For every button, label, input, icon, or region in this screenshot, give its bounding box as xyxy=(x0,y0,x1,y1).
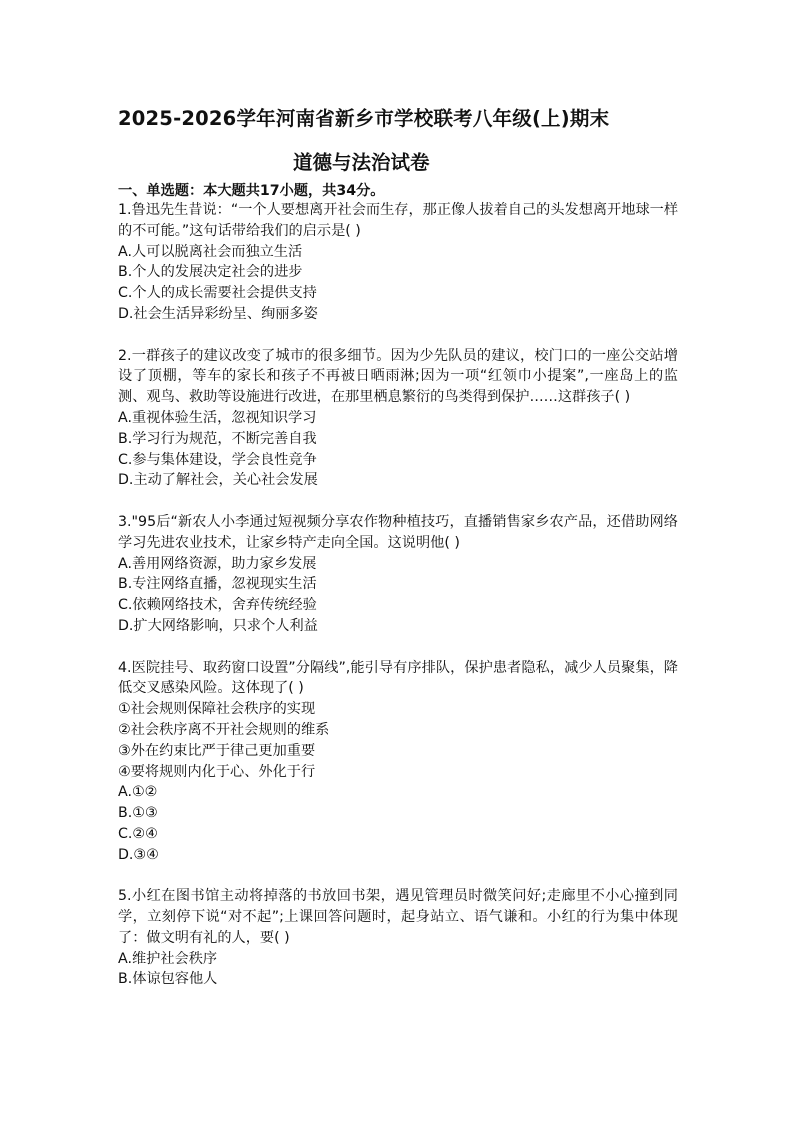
answer-option: B.专注网络直播，忽视现实生活 xyxy=(118,576,317,593)
answer-option: C.依赖网络技术，舍弃传统经验 xyxy=(118,597,317,614)
question-stem: 5.小红在图书馆主动将掉落的书放回书架，遇见管理员时微笑问好;走廊里不小心撞到同学，立刻停下说“对不起”;上课回答问题时，起身站立、语气谦和。小红的行为集中体现了：做文明有礼的人，要( ) xyxy=(118,888,678,946)
answer-option: A.维护社会秩序 xyxy=(118,950,218,967)
question-list xyxy=(118,200,678,1011)
answer-option: C.个人的成长需要社会提供支持 xyxy=(118,285,317,302)
answer-option: B.①③ xyxy=(118,805,158,822)
section-heading: 一、单选题：本大题共17小题，共34分。 xyxy=(118,183,385,199)
question-2 xyxy=(118,346,678,492)
statement-item: ①社会规则保障社会秩序的实现 xyxy=(118,701,316,718)
statement-item: ③外在约束比严于律己更加重要 xyxy=(118,742,316,759)
answer-option: D.扩大网络影响，只求个人利益 xyxy=(118,617,318,634)
statement-item: ②社会秩序离不开社会规则的维系 xyxy=(118,721,330,738)
answer-option: D.社会生活异彩纷呈、绚丽多姿 xyxy=(118,305,318,322)
question-stem: 3."95后“新农人小李通过短视频分享农作物种植技巧，直播销售家乡农产品，还借助网络学习先进农业技术，让家乡特产走向全国。这说明他( ) xyxy=(118,513,678,551)
answer-option: A.人可以脱离社会而独立生活 xyxy=(118,243,303,260)
question-1 xyxy=(118,200,678,325)
exam-subtitle: 道德与法治试卷 xyxy=(293,151,430,174)
question-stem: 4.医院挂号、取药窗口设置”分隔线”,能引导有序排队，保护患者隐私，减少人员聚集，降低交叉感染风险。这体现了( ) xyxy=(118,659,678,697)
answer-option: C.②④ xyxy=(118,825,158,842)
statement-item: ④要将规则内化于心、外化于行 xyxy=(118,763,316,780)
question-5 xyxy=(118,886,678,990)
answer-option: B.学习行为规范，不断完善自我 xyxy=(118,430,317,447)
exam-title: 2025-2026学年河南省新乡市学校联考八年级(上)期末 xyxy=(118,107,610,130)
answer-option: D.③④ xyxy=(118,846,159,863)
answer-option: C.参与集体建设，学会良性竞争 xyxy=(118,451,317,468)
question-stem: 2.一群孩子的建议改变了城市的很多细节。因为少先队员的建议，校门口的一座公交站增设了顶棚，等车的家长和孩子不再被日晒雨淋;因为一项“红领巾小提案”,一座岛上的监测、观鸟、救助等设施进行改进，在那里栖息繁衍的鸟类得到保护……这群孩子( ) xyxy=(118,347,678,406)
question-stem: 1.鲁迅先生昔说：“一个人要想离开社会而生存，那正像人拔着自己的头发想离开地球一样的不可能。”这句话带给我们的启示是( ) xyxy=(118,202,679,239)
answer-option: D.主动了解社会，关心社会发展 xyxy=(118,472,318,489)
answer-option: A.善用网络资源，助力家乡发展 xyxy=(118,555,317,572)
answer-option: A.重视体验生活，忽视知识学习 xyxy=(118,409,317,426)
question-3 xyxy=(118,512,678,637)
answer-option: B.个人的发展决定社会的进步 xyxy=(118,264,303,281)
answer-option: A.①② xyxy=(118,784,158,801)
answer-option: B.体谅包容他人 xyxy=(118,971,218,988)
question-4 xyxy=(118,658,678,866)
